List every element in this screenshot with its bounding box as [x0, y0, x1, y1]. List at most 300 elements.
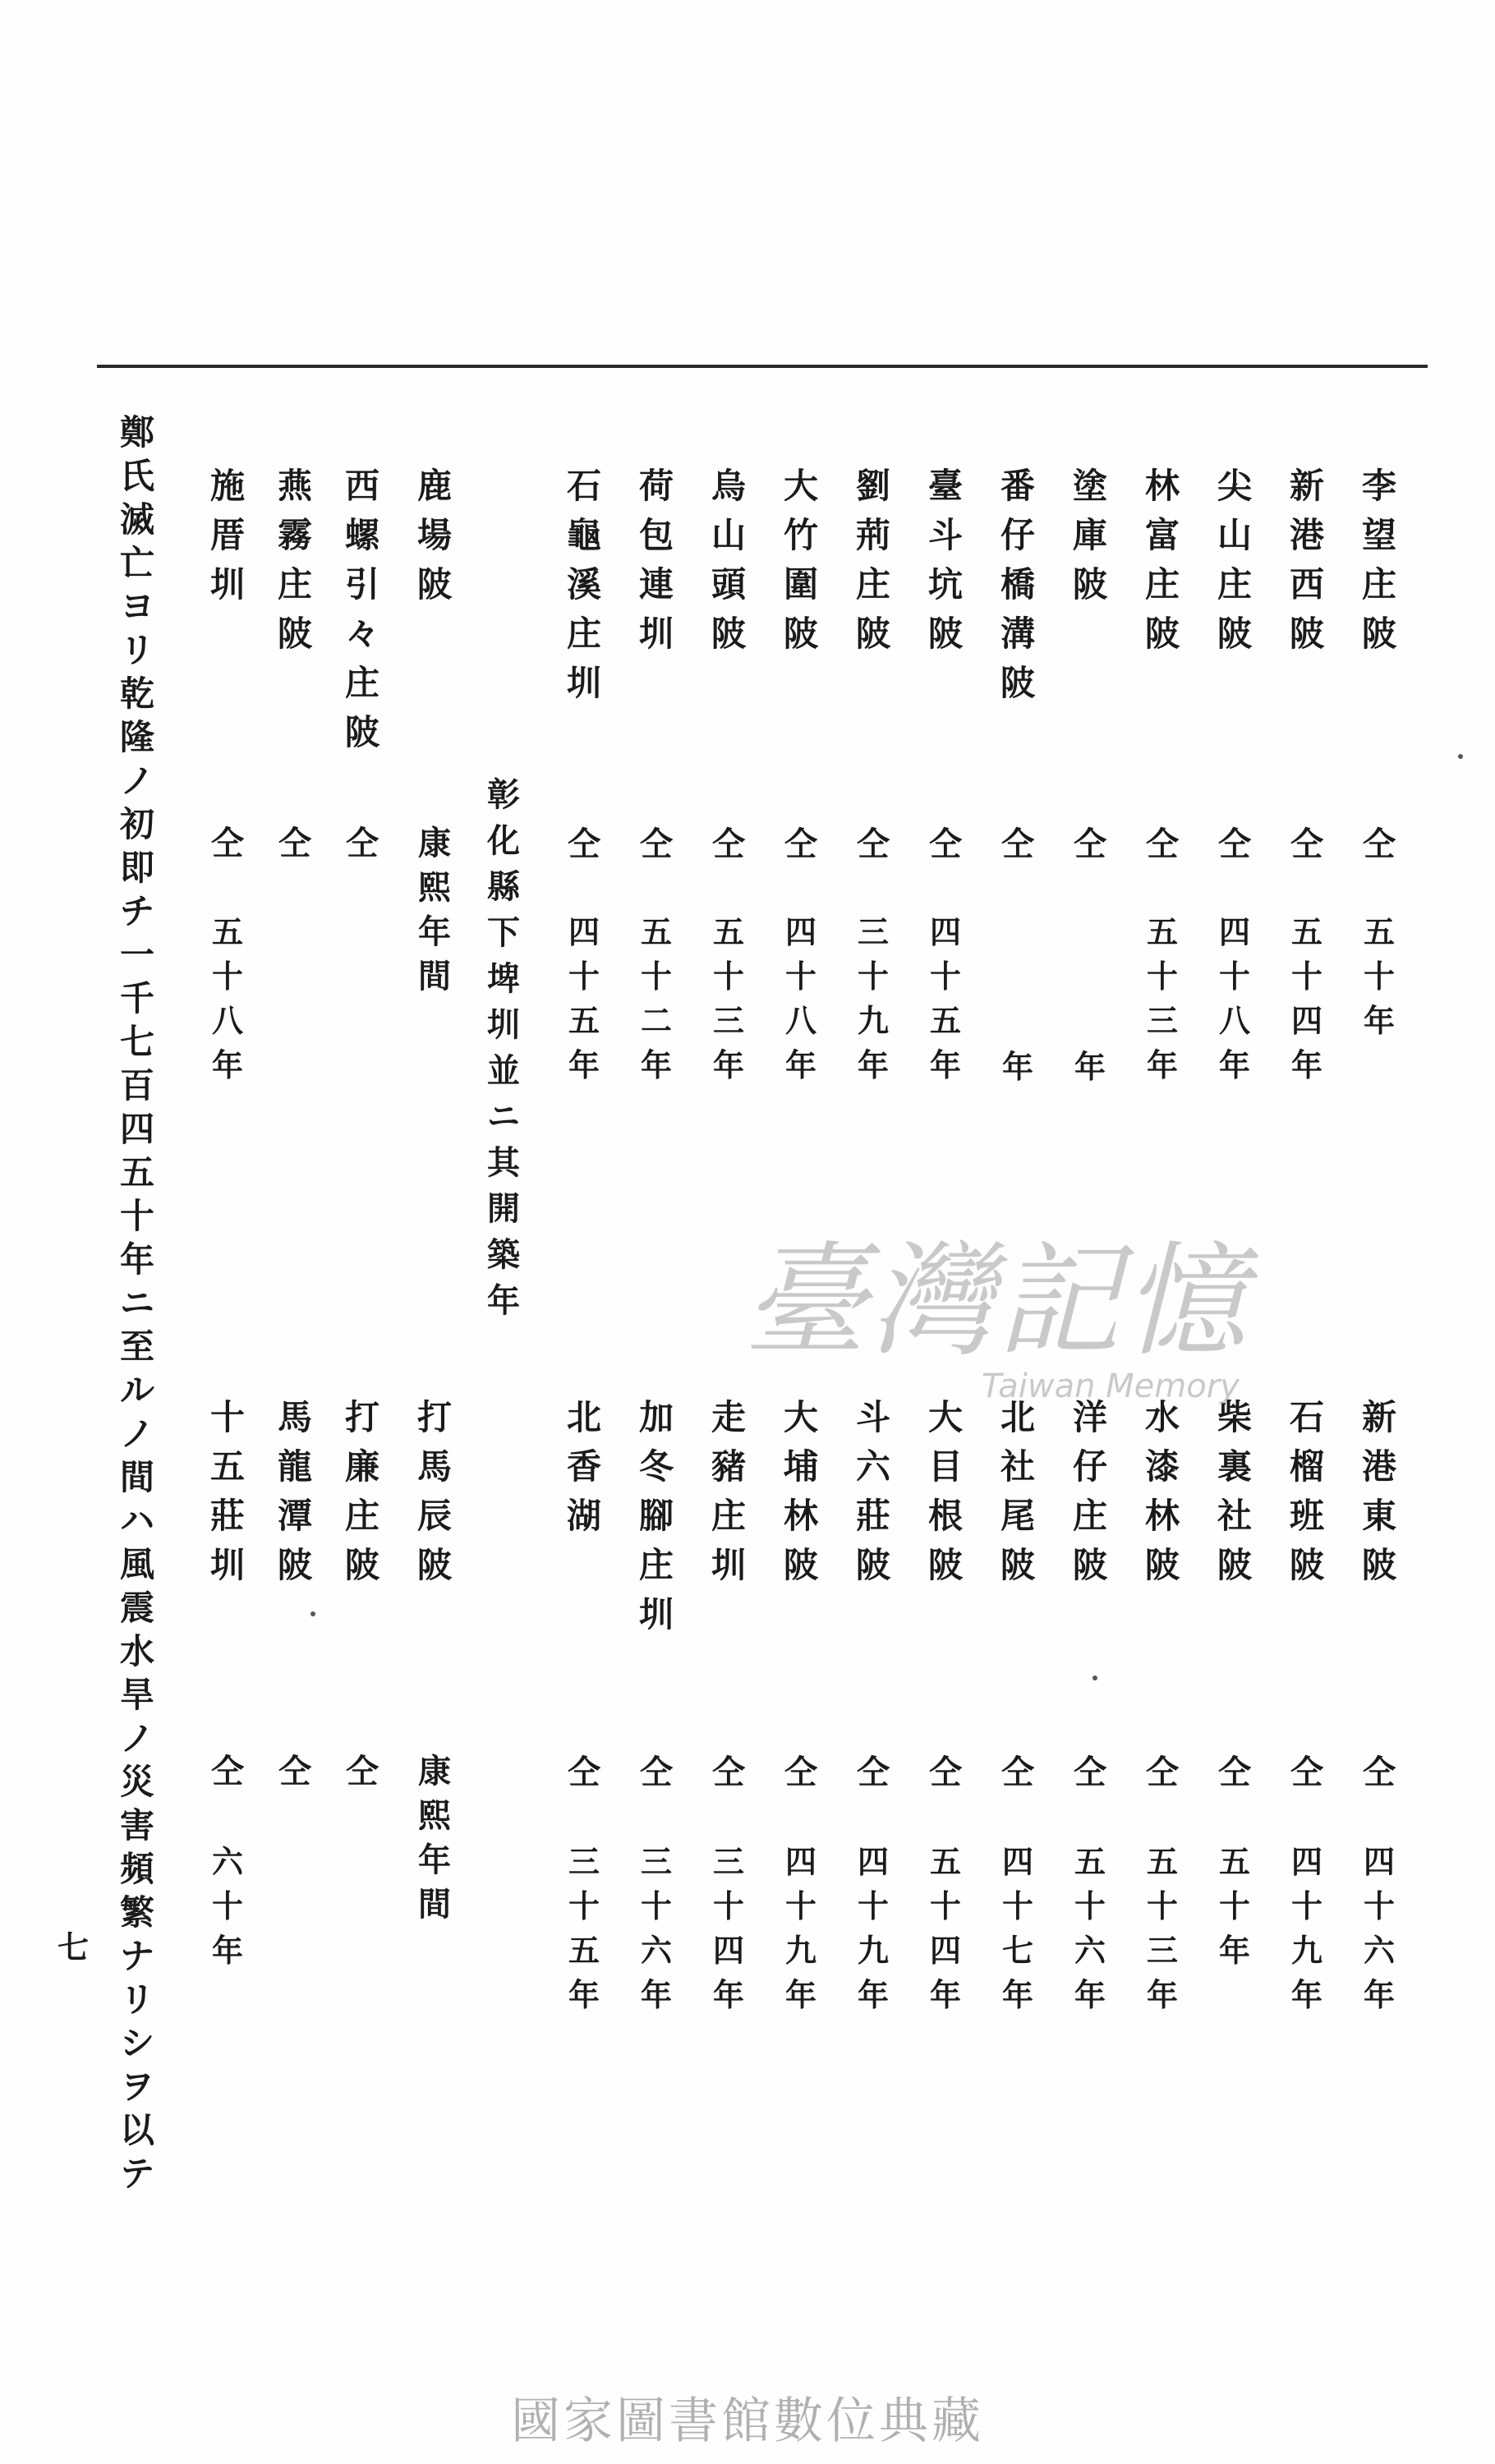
entry-name	[994, 462, 1042, 708]
glyph: 圍	[783, 564, 818, 605]
entry-name-2	[411, 1393, 458, 1590]
glyph: 初	[119, 804, 154, 844]
glyph: 震	[119, 1588, 154, 1628]
glyph: 辰	[416, 1496, 452, 1536]
glyph: 目	[927, 1446, 963, 1487]
glyph: 十	[211, 1887, 243, 1924]
glyph: 四	[119, 1109, 154, 1149]
glyph: 四	[1001, 1843, 1033, 1880]
glyph: 陂	[416, 564, 452, 605]
glyph: 港	[1289, 515, 1324, 555]
glyph: 陂	[1217, 1545, 1252, 1585]
glyph: 荊	[855, 515, 890, 555]
glyph: 四	[568, 913, 600, 950]
glyph: 豬	[711, 1446, 746, 1487]
entry-year-2	[1355, 1840, 1403, 2017]
glyph: 場	[416, 515, 452, 555]
glyph: 十	[640, 958, 672, 995]
glyph: 年	[640, 1976, 672, 2013]
entry-same-mark	[632, 821, 680, 867]
glyph: 仝	[712, 825, 745, 863]
glyph: 縣	[487, 867, 520, 906]
glyph: 香	[566, 1446, 601, 1487]
glyph: 九	[857, 1932, 889, 1969]
entry-name	[1211, 462, 1258, 659]
glyph: 乾	[119, 673, 154, 714]
glyph: 新	[1361, 1397, 1396, 1437]
glyph: 圳	[487, 1005, 520, 1044]
entry-same-mark	[1066, 821, 1114, 867]
glyph: 五	[712, 913, 744, 950]
glyph: 年	[1074, 1048, 1106, 1085]
entry-year	[922, 910, 969, 1087]
entry-year	[1066, 1045, 1114, 1089]
entry-year-2	[1283, 1840, 1331, 2017]
glyph: 至	[119, 1326, 154, 1367]
glyph: 年	[1074, 1976, 1106, 2013]
glyph: 莊	[209, 1496, 245, 1536]
glyph: 鹿	[416, 466, 452, 506]
entry-name	[411, 462, 458, 609]
entry-same-mark-2	[705, 1749, 752, 1795]
entry-name	[271, 462, 319, 659]
glyph: 大	[927, 1397, 963, 1437]
entry-year	[1355, 910, 1403, 1043]
footer-caption: 國家圖書館數位典藏	[511, 2393, 984, 2450]
glyph: 年	[1146, 1046, 1178, 1083]
glyph: 千	[119, 978, 154, 1018]
entry-year-2	[994, 1840, 1042, 2017]
glyph: 林	[1144, 466, 1180, 506]
entry-name	[922, 462, 969, 659]
entry-name	[1138, 462, 1186, 659]
glyph: 漆	[1144, 1446, 1180, 1487]
glyph: 根	[927, 1496, 963, 1536]
glyph: 年	[1363, 1002, 1395, 1039]
entry-year-2	[632, 1840, 680, 2017]
glyph: 仝	[1001, 1753, 1034, 1791]
entry-year-2	[560, 1840, 608, 2017]
glyph: 六	[211, 1843, 243, 1880]
glyph: 旱	[119, 1675, 154, 1715]
speck	[1092, 1676, 1097, 1680]
glyph: 十	[857, 958, 889, 995]
glyph: 風	[119, 1544, 154, 1584]
glyph: 仝	[857, 825, 890, 863]
glyph: 年	[1363, 1976, 1395, 2013]
glyph: 陂	[855, 614, 890, 654]
entry-name-2	[1066, 1393, 1114, 1590]
glyph: 四	[1363, 1843, 1395, 1880]
glyph: 年	[1001, 1048, 1033, 1085]
glyph: 仝	[568, 1753, 600, 1791]
glyph: 陂	[416, 1545, 452, 1585]
glyph: 五	[1146, 913, 1178, 950]
entry-year	[204, 910, 251, 1087]
entry-same-mark-2	[632, 1749, 680, 1795]
glyph: 陂	[1072, 1545, 1107, 1585]
glyph: 三	[857, 913, 889, 950]
glyph: 化	[487, 821, 520, 860]
glyph: 螺	[344, 515, 380, 555]
glyph: 庄	[277, 564, 312, 605]
glyph: ル	[119, 1370, 154, 1410]
glyph: ヲ	[119, 2066, 154, 2107]
glyph: 三	[1146, 1002, 1178, 1039]
glyph: 十	[209, 1397, 245, 1437]
glyph: 庄	[1361, 564, 1396, 605]
glyph: 間	[418, 957, 451, 995]
glyph: 仝	[278, 1752, 311, 1791]
entry-year	[1138, 910, 1186, 1087]
glyph: 四	[1290, 1843, 1322, 1880]
glyph: 廉	[344, 1446, 380, 1487]
entry-same-mark-2	[1283, 1749, 1331, 1795]
speck	[310, 1611, 315, 1616]
glyph: 李	[1361, 466, 1396, 506]
entry-same-mark	[1138, 821, 1186, 867]
glyph: 五	[211, 913, 243, 950]
glyph: 厝	[209, 515, 245, 555]
entry-year	[777, 910, 825, 1087]
glyph: 溝	[1000, 614, 1035, 654]
glyph: 年	[784, 1046, 816, 1083]
glyph: 三	[640, 1843, 672, 1880]
entry-year-2	[777, 1840, 825, 2017]
glyph: 西	[1289, 564, 1324, 605]
glyph: 水	[119, 1631, 154, 1671]
glyph: 陂	[344, 1545, 380, 1585]
glyph: 十	[1146, 1887, 1178, 1924]
entry-year	[560, 910, 608, 1087]
glyph: 北	[566, 1397, 601, 1437]
glyph: 年	[929, 1046, 961, 1083]
entry-date-or-mark-2	[204, 1749, 251, 1794]
glyph: 間	[418, 1885, 451, 1924]
glyph: 六	[1074, 1932, 1106, 1969]
glyph: 五	[119, 1152, 154, 1193]
glyph: 頭	[711, 564, 746, 605]
glyph: 年	[568, 1976, 600, 2013]
glyph: 圳	[638, 1594, 674, 1634]
entry-name-2	[705, 1393, 752, 1590]
glyph: 陂	[1217, 614, 1252, 654]
glyph: 仔	[1072, 1446, 1107, 1487]
entry-year-2	[849, 1840, 897, 2017]
glyph: 埔	[783, 1446, 818, 1487]
entry-date-or-mark	[411, 821, 458, 999]
glyph: 十	[784, 958, 816, 995]
glyph: 五	[929, 1843, 961, 1880]
glyph: ヨ	[119, 586, 154, 627]
glyph: 仝	[640, 1753, 673, 1791]
glyph: 八	[211, 1002, 243, 1039]
glyph: 庄	[566, 614, 601, 654]
glyph: 港	[1361, 1446, 1396, 1487]
glyph: 塗	[1072, 466, 1107, 506]
glyph: 新	[1289, 466, 1324, 506]
glyph: 三	[712, 1002, 744, 1039]
glyph: 連	[638, 564, 674, 605]
glyph: 年	[487, 1281, 520, 1320]
page-number: 七	[58, 1928, 90, 1965]
entry-name	[1283, 462, 1331, 659]
entry-name-2	[204, 1393, 251, 1590]
glyph: 年	[784, 1976, 816, 2013]
glyph: 陂	[1000, 663, 1035, 703]
glyph: 陂	[1072, 564, 1107, 605]
glyph: 圳	[209, 564, 245, 605]
glyph: 陂	[1144, 1545, 1180, 1585]
glyph: 仝	[857, 1753, 890, 1791]
glyph: 北	[1000, 1397, 1035, 1437]
glyph: 陂	[1289, 614, 1324, 654]
glyph: 頻	[119, 1849, 154, 1889]
glyph: 仝	[1218, 825, 1251, 863]
glyph: 隆	[119, 717, 154, 757]
glyph: 十	[640, 1887, 672, 1924]
glyph: 陂	[277, 614, 312, 654]
glyph: 陂	[1000, 1545, 1035, 1585]
glyph: 社	[1000, 1446, 1035, 1487]
glyph: 圳	[209, 1545, 245, 1585]
glyph: 柴	[1217, 1397, 1252, 1437]
glyph: 仝	[211, 824, 244, 862]
glyph: 湖	[566, 1496, 601, 1536]
glyph: 陂	[1289, 1545, 1324, 1585]
glyph: 陂	[1361, 614, 1396, 654]
glyph: 年	[418, 1841, 451, 1879]
glyph: 臺	[927, 466, 963, 506]
entry-name-2	[849, 1393, 897, 1590]
watermark-subtitle: Taiwan Memory	[982, 1368, 1240, 1405]
glyph: ナ	[119, 1936, 154, 1976]
glyph: 繁	[119, 1892, 154, 1933]
glyph: 七	[119, 1022, 154, 1062]
glyph: 年	[857, 1976, 889, 2013]
glyph: 石	[566, 466, 601, 506]
glyph: 林	[783, 1496, 818, 1536]
glyph: 東	[1361, 1496, 1396, 1536]
glyph: リ	[119, 630, 154, 670]
glyph: 引	[344, 564, 380, 605]
glyph: 鄭	[119, 412, 154, 453]
glyph: 其	[487, 1143, 520, 1182]
entry-date-or-mark-2	[411, 1749, 458, 1927]
entry-name-2	[632, 1393, 680, 1639]
glyph: 班	[1289, 1496, 1324, 1536]
glyph: 四	[929, 1932, 961, 1969]
glyph: 年	[1146, 1976, 1178, 2013]
entry-name	[1355, 462, 1403, 659]
entry-name	[338, 462, 386, 757]
glyph: 十	[712, 1887, 744, 1924]
glyph: 仝	[712, 1753, 745, 1791]
entry-same-mark	[849, 821, 897, 867]
glyph: ノ	[119, 761, 154, 801]
glyph: テ	[119, 2154, 154, 2194]
glyph: 年	[1001, 1976, 1033, 2013]
glyph: 十	[568, 1887, 600, 1924]
entry-year	[994, 1045, 1042, 1089]
glyph: 溪	[566, 564, 601, 605]
glyph: 仝	[1074, 1753, 1106, 1791]
glyph: 五	[929, 1002, 961, 1039]
glyph: 十	[1074, 1887, 1106, 1924]
entry-same-mark	[1211, 821, 1258, 867]
glyph: リ	[119, 1979, 154, 2020]
glyph: 陂	[927, 1545, 963, 1585]
entry-same-mark	[705, 821, 752, 867]
glyph: 五	[1074, 1843, 1106, 1880]
glyph: 々	[344, 614, 380, 654]
glyph: 劉	[855, 466, 890, 506]
glyph: 裏	[1217, 1446, 1252, 1487]
glyph: 龍	[277, 1446, 312, 1487]
entry-same-mark	[1355, 821, 1403, 867]
glyph: 五	[640, 913, 672, 950]
glyph: 年	[929, 1976, 961, 2013]
glyph: 山	[1217, 515, 1252, 555]
glyph: 八	[1218, 1002, 1250, 1039]
entry-same-mark-2	[1355, 1749, 1403, 1795]
glyph: 橋	[1000, 564, 1035, 605]
entry-date-or-mark	[204, 821, 251, 866]
glyph: 陂	[1361, 1545, 1396, 1585]
entry-name-2	[1138, 1393, 1186, 1590]
glyph: 十	[1290, 958, 1322, 995]
glyph: 仝	[784, 825, 817, 863]
glyph: 年	[418, 913, 451, 951]
glyph: 仝	[211, 1752, 244, 1791]
glyph: 烏	[711, 466, 746, 506]
glyph: 害	[119, 1805, 154, 1846]
entry-name-2	[1355, 1393, 1403, 1590]
glyph: 十	[568, 958, 600, 995]
glyph: 庫	[1072, 515, 1107, 555]
glyph: 仝	[346, 1752, 379, 1791]
glyph: ハ	[119, 1501, 154, 1541]
glyph: 庄	[1072, 1496, 1107, 1536]
glyph: 二	[640, 1002, 672, 1039]
entry-name-2	[922, 1393, 969, 1590]
entry-year	[632, 910, 680, 1087]
glyph: 十	[1146, 958, 1178, 995]
entry-name	[705, 462, 752, 659]
glyph: 五	[1146, 1843, 1178, 1880]
glyph: 庄	[1144, 564, 1180, 605]
entry-year-2	[204, 1840, 251, 1973]
glyph: 坑	[927, 564, 963, 605]
glyph: 富	[1144, 515, 1180, 555]
glyph: ノ	[119, 1718, 154, 1758]
glyph: 十	[1218, 1887, 1250, 1924]
glyph: 築	[487, 1235, 520, 1274]
glyph: 龜	[566, 515, 601, 555]
glyph: 九	[784, 1932, 816, 1969]
glyph: 五	[568, 1002, 600, 1039]
glyph: 陂	[344, 712, 380, 752]
entry-year	[1211, 910, 1258, 1087]
entry-name-2	[560, 1393, 608, 1541]
glyph: 仝	[568, 825, 600, 863]
glyph: 仝	[1363, 825, 1396, 863]
entry-year	[705, 910, 752, 1087]
glyph: ニ	[119, 1283, 154, 1323]
glyph: 圳	[638, 614, 674, 654]
glyph: 十	[211, 958, 243, 995]
glyph: 施	[209, 466, 245, 506]
glyph: 仔	[1000, 515, 1035, 555]
glyph: 十	[712, 958, 744, 995]
glyph: 林	[1144, 1496, 1180, 1536]
glyph: 庄	[344, 663, 380, 703]
glyph: 一	[119, 935, 154, 975]
glyph: 仝	[346, 824, 379, 862]
entry-same-mark	[994, 821, 1042, 867]
glyph: 年	[1218, 1932, 1250, 1969]
glyph: 康	[418, 824, 451, 862]
entry-same-mark	[777, 821, 825, 867]
entry-date-or-mark-2	[271, 1749, 319, 1794]
glyph: 四	[784, 913, 816, 950]
glyph: 年	[211, 1932, 243, 1969]
glyph: 仝	[1218, 1753, 1251, 1791]
glyph: 尖	[1217, 466, 1252, 506]
glyph: 潭	[277, 1496, 312, 1536]
glyph: 百	[119, 1065, 154, 1106]
glyph: 開	[487, 1189, 520, 1228]
speck	[1458, 754, 1463, 759]
glyph: 災	[119, 1762, 154, 1802]
glyph: 番	[1000, 466, 1035, 506]
glyph: 亡	[119, 543, 154, 583]
watermark-logo	[743, 1232, 1269, 1413]
glyph: 仝	[1146, 1753, 1179, 1791]
glyph: 十	[1363, 1887, 1395, 1924]
glyph: 康	[418, 1752, 451, 1791]
glyph: 熙	[418, 868, 451, 907]
entry-name	[204, 462, 251, 609]
glyph: 年	[1218, 1046, 1250, 1083]
glyph: 走	[711, 1397, 746, 1437]
glyph: 陂	[277, 1545, 312, 1585]
narrative-column	[113, 411, 161, 2195]
glyph: 陂	[927, 614, 963, 654]
glyph: 燕	[277, 466, 312, 506]
glyph: ニ	[487, 1097, 520, 1136]
watermark-title: 臺灣記憶	[743, 1230, 1250, 1373]
glyph: 斗	[855, 1397, 890, 1437]
entry-name-2	[271, 1393, 319, 1590]
glyph: 仝	[1290, 1753, 1323, 1791]
entry-same-mark-2	[922, 1749, 969, 1795]
glyph: 包	[638, 515, 674, 555]
glyph: 十	[119, 1196, 154, 1236]
glyph: 五	[1290, 913, 1322, 950]
glyph: 打	[416, 1397, 452, 1437]
section-header-column	[480, 772, 527, 1324]
glyph: 彰	[487, 775, 520, 814]
glyph: 陂	[711, 614, 746, 654]
glyph: 三	[1146, 1932, 1178, 1969]
glyph: 仝	[1074, 825, 1106, 863]
glyph: 六	[1363, 1932, 1395, 1969]
glyph: 竹	[783, 515, 818, 555]
glyph: 大	[783, 466, 818, 506]
entry-same-mark-2	[994, 1749, 1042, 1795]
glyph: 仝	[929, 825, 962, 863]
